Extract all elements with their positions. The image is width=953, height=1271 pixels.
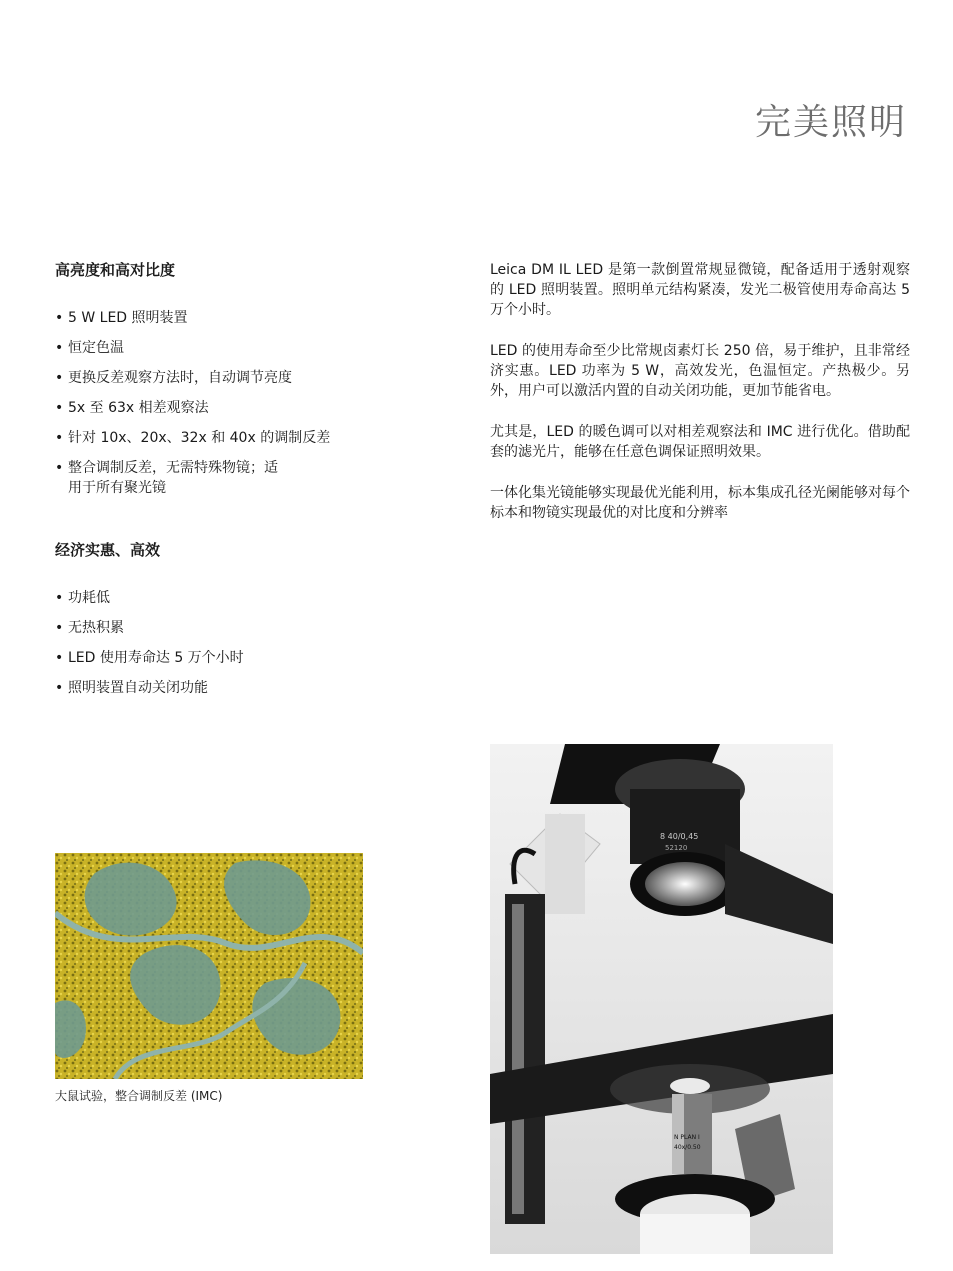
- list-item: • 整合调制反差，无需特殊物镜；适用于所有聚光镜: [55, 458, 278, 498]
- feature-list: [55, 308, 435, 498]
- body-paragraph: 一体化集光镜能够实现最优光能利用，标本集成孔径光阑能够对每个标本和物镜实现最优的对比度和分辨率: [490, 485, 910, 521]
- list-item: • 功耗低: [55, 588, 435, 608]
- objective-engraving: N PLAN I: [674, 1134, 700, 1141]
- body-paragraph: 尤其是，LED 的暖色调可以对相差观察法和 IMC 进行优化。借助配套的滤光片，能够在任意色调保证照明效果。: [490, 424, 910, 460]
- list-item: • 照明装置自动关闭功能: [55, 678, 435, 698]
- list-item: • LED 使用寿命达 5 万个小时: [55, 648, 435, 668]
- left-column: [55, 260, 435, 734]
- list-item: • 恒定色温: [55, 338, 435, 358]
- objective-engraving: 40x/0.50: [674, 1144, 701, 1151]
- list-item: • 无热积累: [55, 618, 435, 638]
- feature-list: [55, 588, 435, 698]
- right-column: [490, 260, 910, 544]
- micrograph-image: [55, 853, 363, 1079]
- section-heading: 经济实惠、高效: [55, 541, 161, 559]
- objective-engraving: 52120: [665, 844, 688, 852]
- list-item: • 更换反差观察方法时，自动调节亮度: [55, 368, 435, 388]
- list-item: • 5x 至 63x 相差观察法: [55, 398, 435, 418]
- section-heading: 高亮度和高对比度: [55, 261, 176, 279]
- objective-engraving: 8 40/0,45: [660, 832, 699, 841]
- body-paragraph: LED 的使用寿命至少比常规卤素灯长 250 倍，易于维护，且非常经济实惠。LED 功率为 5 W，高效发光，色温恒定。产热极少。另外，用户可以激活内置的自动关闭功能，更加节能省电。: [490, 343, 910, 399]
- microscope-photo: [490, 744, 833, 1254]
- section-economy: [55, 540, 435, 698]
- list-item: • 针对 10x、20x、32x 和 40x 的调制反差: [55, 428, 435, 448]
- page-title: 完美照明: [754, 102, 907, 143]
- micrograph-caption: 大鼠试验，整合调制反差 (IMC): [55, 1089, 223, 1103]
- list-item: • 5 W LED 照明装置: [55, 308, 435, 328]
- body-paragraph: Leica DM IL LED 是第一款倒置常规显微镜，配备适用于透射观察的 LED 照明装置。照明单元结构紧凑，发光二极管使用寿命高达 5 万个小时。: [490, 262, 910, 318]
- section-brightness-contrast: [55, 260, 435, 498]
